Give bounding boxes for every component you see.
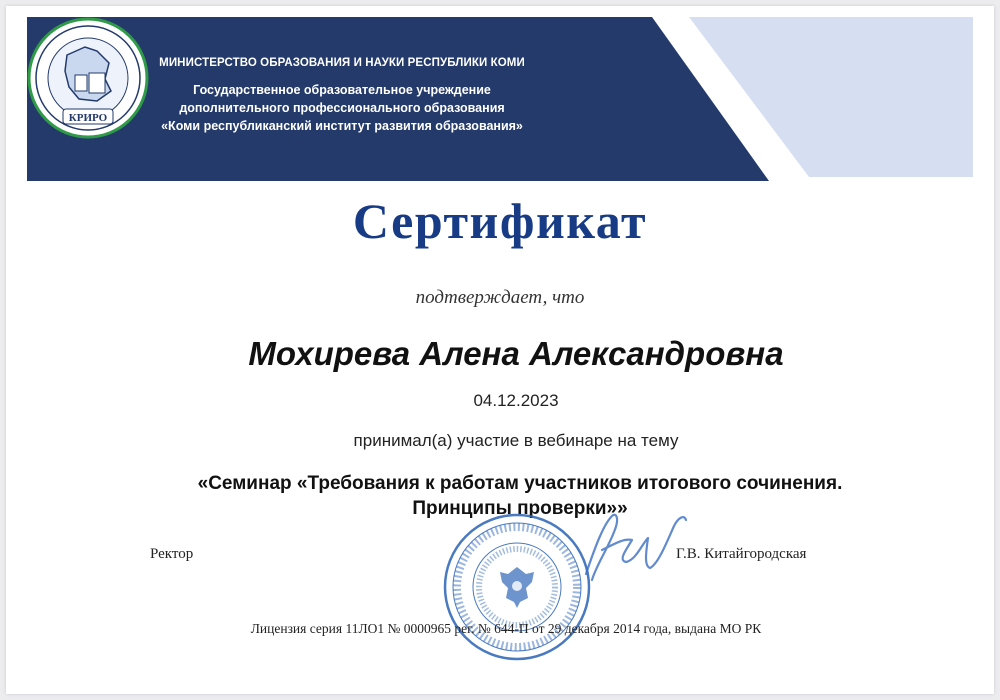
- header-banner: [27, 17, 973, 181]
- certificate-sheet: [6, 6, 994, 694]
- license-text: Лицензия серия 11ЛО1 № 0000965 рег. № 644-П от 29 декабря 2014 года, выдана МО РК: [250, 621, 762, 636]
- ministry-name: МИНИСТЕРСТВО ОБРАЗОВАНИЯ И НАУКИ РЕСПУБЛИКИ КОМИ: [159, 57, 525, 69]
- confirms-text: подтверждает, что: [415, 287, 585, 308]
- institution-line-1: Государственное образовательное учреждение: [193, 83, 491, 97]
- participation-text: принимал(а) участие в вебинаре на тему: [353, 431, 679, 450]
- topic-line-1: «Семинар «Требования к работам участников итогового сочинения.: [197, 473, 843, 494]
- logo-text: КРИРО: [68, 112, 108, 124]
- institution-line-3: «Коми республиканский институт развития образования»: [161, 119, 523, 133]
- kriro-logo: [27, 17, 149, 139]
- institution-line-2: дополнительного профессионального образования: [179, 101, 505, 115]
- event-date: 04.12.2023: [473, 391, 559, 410]
- rector-label: Ректор: [150, 546, 194, 562]
- topic-line-2: Принципы проверки»»: [412, 498, 628, 519]
- recipient-name: Мохирева Алена Александровна: [248, 335, 784, 372]
- rector-name: Г.В. Китайгородская: [676, 546, 807, 562]
- banner-text: [117, 57, 567, 135]
- certificate-title: Сертификат: [352, 193, 648, 249]
